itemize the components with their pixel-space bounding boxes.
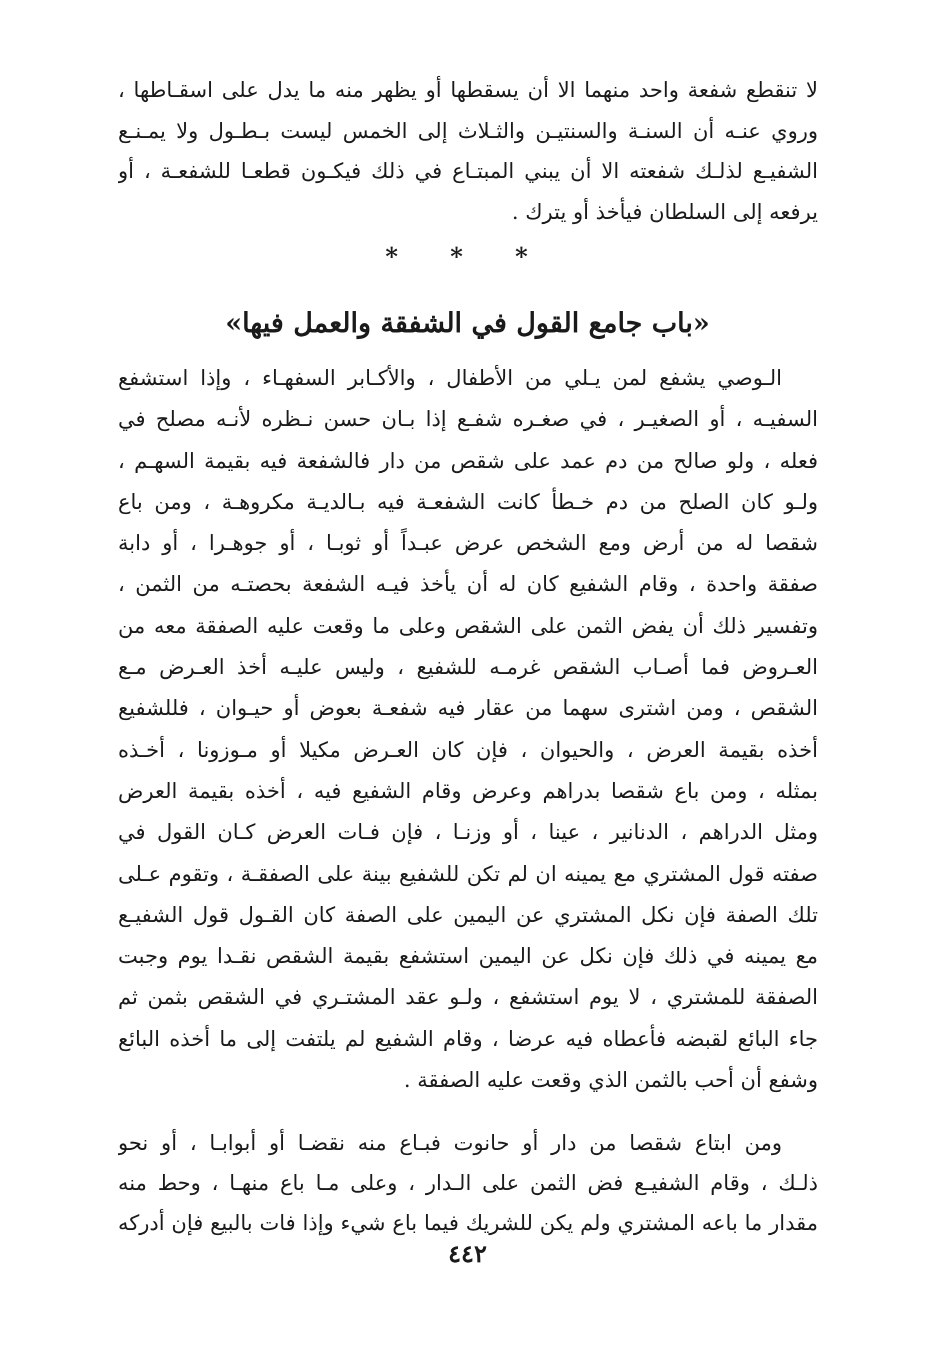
paragraph-3 (118, 1123, 818, 1243)
text-line: الصفقة للمشتري ، لا يوم استشفع ، ولـو عقد المشتـري في الشقص بثمن ثم (118, 985, 818, 1010)
text-line: وروي عنـه أن السنـة والسنتيـن والثـلاث إلى الخمس ليست بـطـول ولا يمـنـع (118, 118, 818, 143)
text-line: ولـو كان الصلح من دم خـطأ كانت الشفعـة فيه بـالديـة مكروهـة ، ومن باع (118, 489, 818, 514)
text-line: يرفعه إلى السلطان فيأخذ أو يترك . (511, 199, 818, 224)
text-line: جاء البائع لقبضه فأعطاه فيه عرضا ، وقام الشفيع لم يلتفت إلى ما أخذه البائع (118, 1026, 818, 1051)
text-line: وشفع أن أحب بالثمن الذي وقعت عليه الصفقة . (403, 1068, 818, 1093)
text-line: الشفيـع لذلـك شفعته الا أن يبني المبتـاع في ذلك فيكـون قطعـا للشفعـة ، أو (118, 159, 818, 184)
text-line: وتفسير ذلك أن يفض الثمن على الشقص وعلى ما وقعت عليه الصفقة معه من (118, 613, 818, 638)
text-line: صفقة واحدة ، وقام الشفيع كان له أن يأخذ فيـه الشفعة بحصتـه من الثمن ، (118, 572, 818, 597)
text-line: لا تنقطع شفعة واحد منهما الا أن يسقطها أو يظهر منه ما يدل على اسقـاطها ، (118, 78, 818, 102)
text-line: أخذه بقيمة العرض ، والحيوان ، فإن كان العـرض مكيلا أو مـوزونا ، أخـذه (118, 737, 818, 762)
text-line: مع يمينه في ذلك فإن نكل عن اليمين استشفع بقيمة الشقص نقـدا يوم وجبت (118, 944, 818, 969)
text-line: تلك الصفة فإن نكل المشتري عن اليمين على الصفة كان القـول قول الشفيـع (118, 902, 818, 927)
text-line: ومثل الدراهم ، الدنانير ، عينا ، أو وزنـا ، فإن فـات العرض كـان القول في (118, 820, 818, 845)
text-line: العـروض فما أصـاب الشقص غرمـه للشفيع ، وليس عليـه أخذ العـرض مـع (118, 655, 818, 680)
text-line: السفيـه ، أو الصغيـر ، في صغـره شفـع إذا بـان حسن نـظره لأنـه مصلح في (118, 407, 818, 432)
text-line: الشقص ، ومن اشترى سهما من عقار فيه شفعـة بعوض أو حيـوان ، فللشفيع (118, 696, 818, 721)
text-line: ومن ابتاع شقصا من دار أو حانوت فبـاع منه نقضـا أو أبوابـا ، أو نحو (118, 1131, 782, 1155)
section-heading: «باب جامع القول في الشفقة والعمل فيها» (225, 308, 710, 339)
text-line: الـوصي يشفع لمن يـلي من الأطفال ، والأكـابر السفهـاء ، وإذا استشفع (118, 366, 782, 390)
text-line: فعله ، ولو صالح من دم عمد على شقص من دار فالشفعة فيه بقيمة السهـم ، (118, 448, 818, 473)
text-line: مقدار ما باعه المشتري ولم يكن للشريك فيما باع شيء وإذا فات بالبيع فإن أدركه (118, 1211, 818, 1235)
paragraph-2 (118, 358, 818, 1101)
text-line: ذلـك ، وقام الشفيـع فض الثمن على الـدار ، وعلى مـا باع منهـا ، وحط منه (118, 1171, 818, 1195)
page-number: ٤٤٢ (448, 1239, 487, 1268)
section-separator: * * * (385, 242, 550, 271)
paragraph-1 (118, 70, 818, 232)
text-line: شقصا له من أرض ومع الشخص عرض عبـداً أو ثوبـا ، أو جوهـرا ، أو دابة (118, 531, 818, 556)
text-line: بمثله ، ومن باع شقصا بدراهم وعرض وقام الشفيع فيه ، أخذه بقيمة العرض (118, 778, 818, 803)
text-line: صفته قول المشتري مع يمينه ان لم تكن للشفيع بينة على الصفقـة ، وتقوم عـلى (118, 861, 818, 886)
